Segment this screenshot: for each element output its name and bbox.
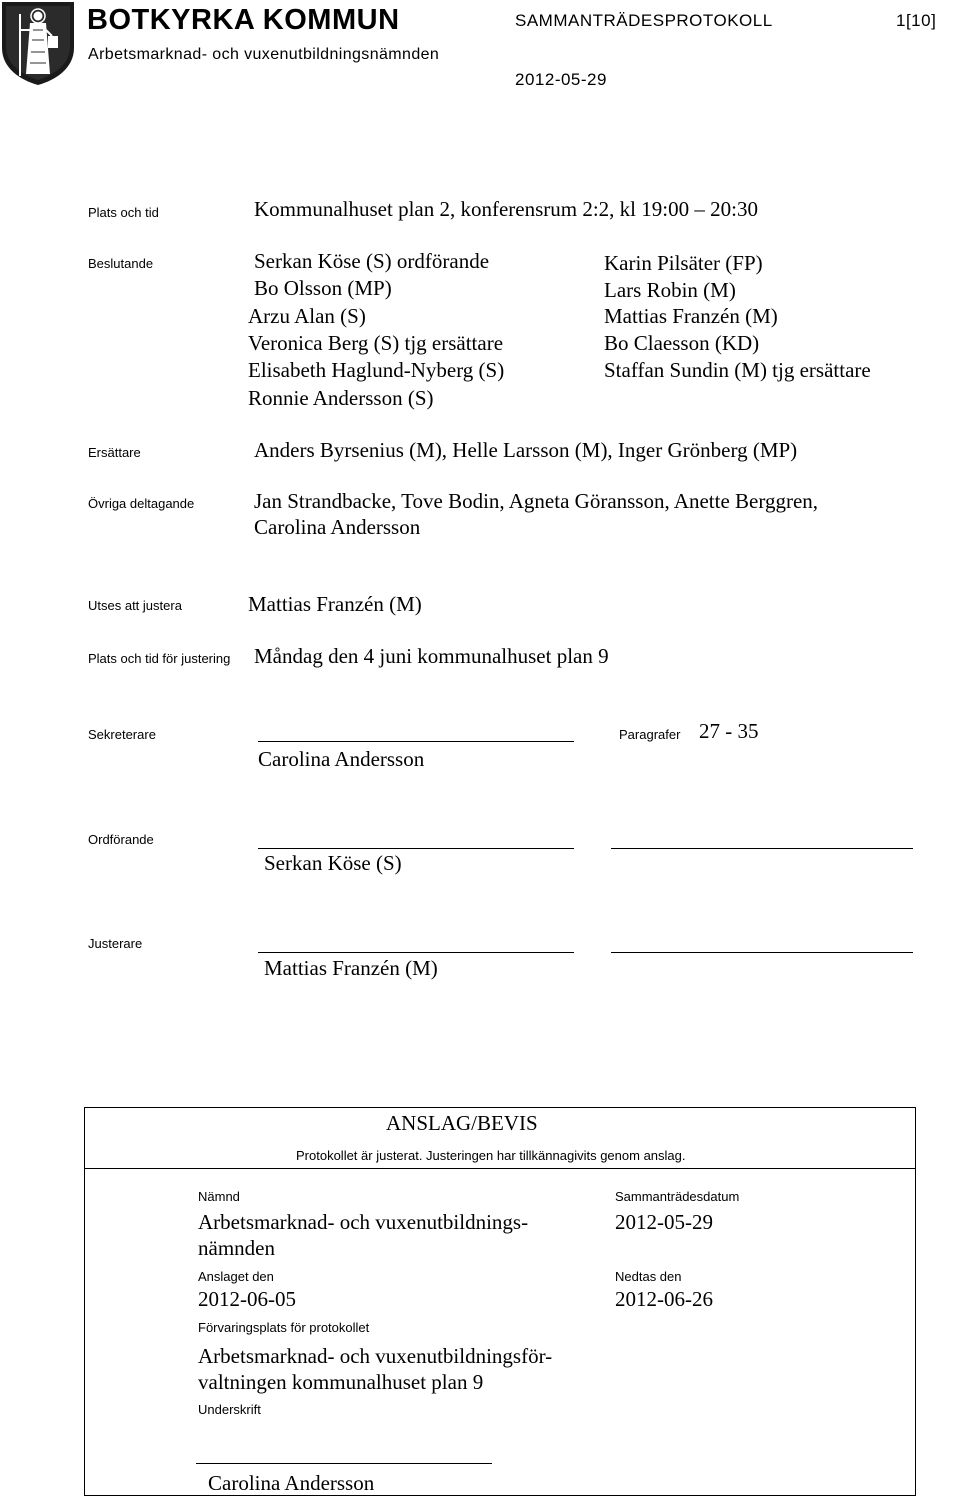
adjuster-signature-line	[258, 952, 574, 953]
anslag-title: ANSLAG/BEVIS	[386, 1111, 538, 1135]
anslag-subtitle: Protokollet är justerat. Justeringen har tillkännagivits genom anslag.	[296, 1148, 686, 1163]
decision-member: Mattias Franzén (M)	[604, 304, 778, 328]
decision-label: Beslutande	[88, 256, 154, 271]
place-value: Kommunalhuset plan 2, konferensrum 2:2, kl 19:00 – 20:30	[254, 197, 758, 221]
substitutes-value: Anders Byrsenius (M), Helle Larsson (M), Inger Grönberg (MP)	[254, 438, 798, 462]
decision-member: Arzu Alan (S)	[248, 304, 366, 328]
adjuster-value: Mattias Franzén (M)	[248, 592, 422, 616]
chair-signature-line-2	[611, 848, 913, 849]
anslag-committee-value: Arbetsmarknad- och vuxenutbildnings-	[198, 1210, 529, 1234]
adjuster-label: Utses att justera	[88, 598, 182, 613]
place-label: Plats och tid	[88, 205, 159, 220]
adjust-place-label: Plats och tid för justering	[88, 651, 231, 666]
substitutes-label: Ersättare	[88, 445, 141, 460]
adjuster-signature-line-2	[611, 952, 913, 953]
chair-name: Serkan Köse (S)	[264, 851, 402, 875]
secretary-label: Sekreterare	[88, 727, 156, 742]
signature-label: Underskrift	[198, 1402, 261, 1417]
posted-label: Anslaget den	[198, 1269, 274, 1284]
adjust-place-value: Måndag den 4 juni kommunalhuset plan 9	[254, 644, 609, 668]
decision-member: Karin Pilsäter (FP)	[604, 251, 763, 275]
anslag-committee-value: nämnden	[198, 1236, 275, 1260]
decision-member: Ronnie Andersson (S)	[248, 386, 434, 410]
secretary-signature-line	[258, 741, 574, 742]
header-date: 2012-05-29	[515, 70, 607, 89]
removed-label: Nedtas den	[615, 1269, 682, 1284]
coat-of-arms-icon	[0, 0, 76, 91]
meeting-date-label: Sammanträdesdatum	[615, 1189, 740, 1204]
secretary-name: Carolina Andersson	[258, 747, 425, 771]
chair-label: Ordförande	[88, 832, 154, 847]
decision-member: Serkan Köse (S) ordförande	[254, 249, 490, 273]
anslag-signature-line	[196, 1463, 492, 1464]
decision-member: Staffan Sundin (M) tjg ersättare	[604, 358, 871, 382]
others-value: Carolina Andersson	[254, 515, 421, 539]
anslag-box	[84, 1107, 916, 1496]
adjuster-name: Mattias Franzén (M)	[264, 956, 438, 980]
decision-member: Elisabeth Haglund-Nyberg (S)	[248, 358, 505, 382]
decision-member: Bo Claesson (KD)	[604, 331, 760, 355]
storage-value: Arbetsmarknad- och vuxenutbildningsför-	[198, 1344, 553, 1368]
anslag-committee-label: Nämnd	[198, 1189, 240, 1204]
adjuster-sign-label: Justerare	[88, 936, 143, 951]
meeting-date-value: 2012-05-29	[615, 1210, 713, 1234]
posted-value: 2012-06-05	[198, 1287, 296, 1311]
storage-value: valtningen kommunalhuset plan 9	[198, 1370, 484, 1394]
doc-type: SAMMANTRÄDESPROTOKOLL	[515, 11, 773, 30]
others-label: Övriga deltagande	[88, 496, 195, 511]
removed-value: 2012-06-26	[615, 1287, 713, 1311]
paragraphs-label: Paragrafer	[619, 727, 681, 742]
storage-label: Förvaringsplats för protokollet	[198, 1320, 370, 1335]
others-value: Jan Strandbacke, Tove Bodin, Agneta Göransson, Anette Berggren,	[254, 489, 819, 513]
paragraphs-value: 27 - 35	[699, 719, 759, 743]
chair-signature-line	[258, 848, 574, 849]
org-name: BOTKYRKA KOMMUN	[87, 4, 400, 36]
page-number: 1[10]	[896, 11, 937, 30]
decision-member: Lars Robin (M)	[604, 278, 736, 302]
anslag-divider	[85, 1168, 915, 1169]
anslag-signature-name: Carolina Andersson	[208, 1471, 375, 1495]
decision-member: Veronica Berg (S) tjg ersättare	[248, 331, 504, 355]
committee-name: Arbetsmarknad- och vuxenutbildningsnämnden	[88, 46, 440, 63]
decision-member: Bo Olsson (MP)	[254, 276, 392, 300]
